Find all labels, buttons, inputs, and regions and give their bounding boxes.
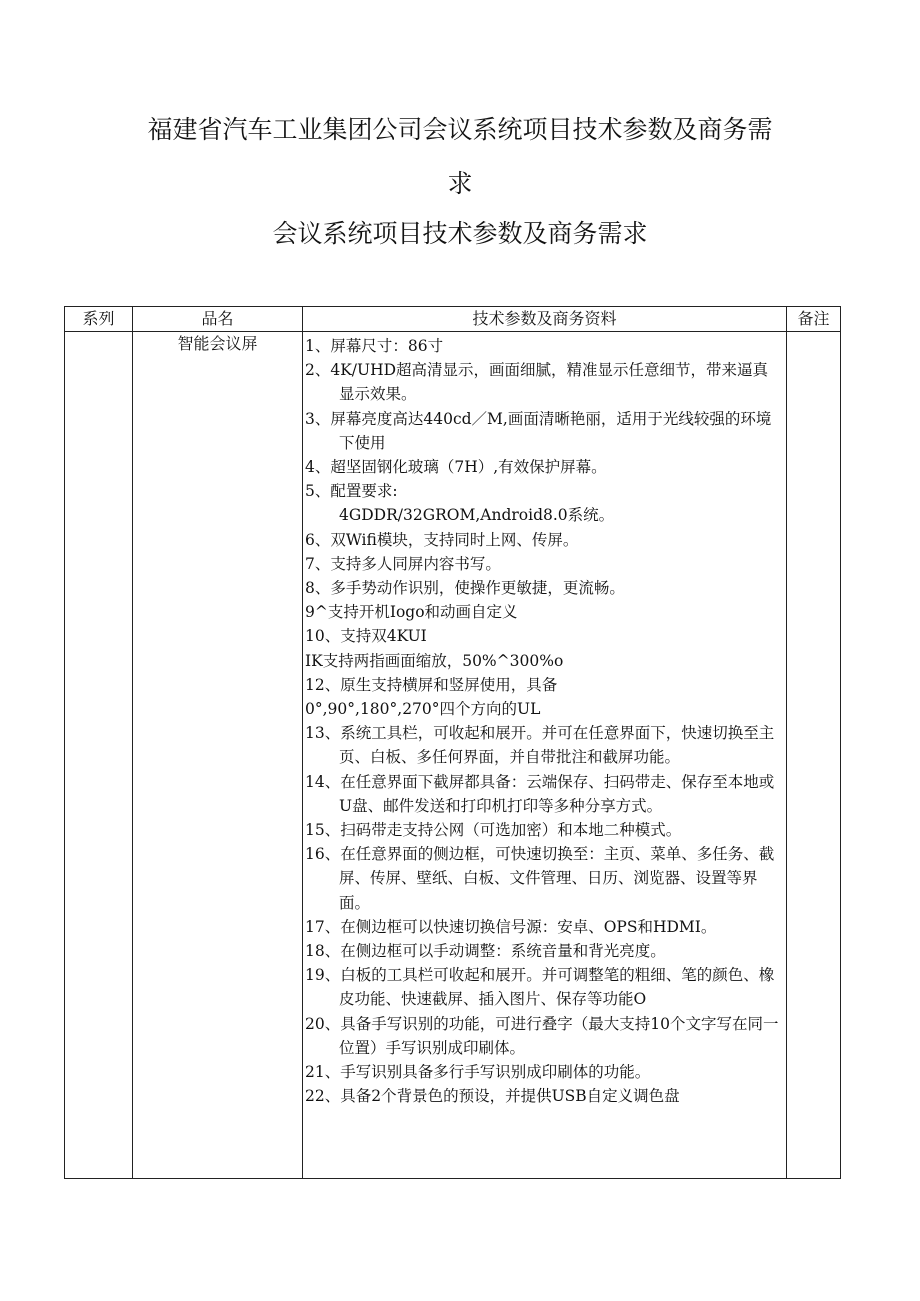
spec-item: 14、在任意界面下截屏都具备：云端保存、扫码带走、保存至本地或U盘、邮件发送和打印机打印等多种分享方式。 [305,772,775,815]
spec-item: 12、原生支持横屏和竖屏使用，具备 [305,675,558,694]
header-product: 品名 [133,307,303,332]
spec-item: 2、4K/UHD超高清显示，画面细腻，精准显示任意细节，带来逼真显示效果。 [305,361,769,404]
spec-list [303,332,786,1109]
table-row [65,332,841,1179]
cell-specs [303,332,787,1179]
spec-item: 4、超坚固钢化玻璃（7H）,有效保护屏幕。 [305,458,607,477]
table-header-row [65,307,841,332]
spec-item: 0°,90°,180°,270°四个方向的UL [305,700,541,719]
spec-item: 5、配置要求: [305,482,398,501]
spec-item: 21、手写识别具备多行手写识别成印刷体的功能。 [305,1063,651,1082]
spec-item: 20、具备手写识别的功能，可进行叠字（最大支持10个文字写在同一位置）手写识别成印刷体。 [305,1014,779,1057]
spec-item: 16、在任意界面的侧边框，可快速切换至：主页、菜单、多任务、截屏、传屏、壁纸、白板、文件管理、日历、浏览器、设置等界面。 [305,845,775,912]
spec-item: 19、白板的工具栏可收起和展开。并可调整笔的粗细、笔的颜色、橡皮功能、快速截屏、插入图片、保存等功能O [305,966,775,1009]
spec-item: 6、双Wifi模块，支持同时上网、传屏。 [305,530,579,549]
document-subtitle: 会议系统项目技术参数及商务需求 [272,219,648,248]
spec-item: 1、屏幕尺寸：86寸 [305,337,444,355]
spec-item: 15、扫码带走支持公网（可选加密）和本地二种模式。 [305,821,682,840]
document-title-line2: 求 [447,169,473,198]
spec-item: 17、在侧边框可以快速切换信号源：安卓、OPS和HDMI。 [305,917,717,936]
header-remark: 备注 [787,307,841,332]
cell-remark [787,332,841,1179]
spec-item: 18、在侧边框可以手动调整：系统音量和背光亮度。 [305,942,666,961]
document-title [80,112,840,202]
spec-item: IK支持两指画面缩放，50%^300%o [305,651,564,670]
header-specs: 技术参数及商务资料 [303,307,787,332]
header-series: 系列 [65,307,133,332]
spec-item: 8、多手势动作识别，使操作更敏捷，更流畅。 [305,579,625,598]
document-title-line1: 福建省汽车工业集团公司会议系统项目技术参数及商务需 [147,115,773,144]
spec-table [64,306,841,1179]
cell-series [65,332,133,1179]
spec-item: 3、屏幕亮度高达440cd／M,画面清晰艳丽，适用于光线较强的环境下使用 [305,409,772,452]
cell-product-name: 智能会议屏 [133,332,303,1179]
spec-item: 4GDDR/32GROM,Android8.0系统。 [339,506,615,525]
spec-item: 10、支持双4KUI [305,627,427,646]
spec-item: 22、具备2个背景色的预设，并提供USB自定义调色盘 [305,1087,680,1106]
spec-item: 9^支持开机Iogo和动画自定义 [305,603,518,622]
spec-item: 7、支持多人同屏内容书写。 [305,554,501,573]
spec-item: 13、系统工具栏，可收起和展开。并可在任意界面下，快速切换至主页、白板、多任何界面，并自带批注和截屏功能。 [305,724,775,767]
